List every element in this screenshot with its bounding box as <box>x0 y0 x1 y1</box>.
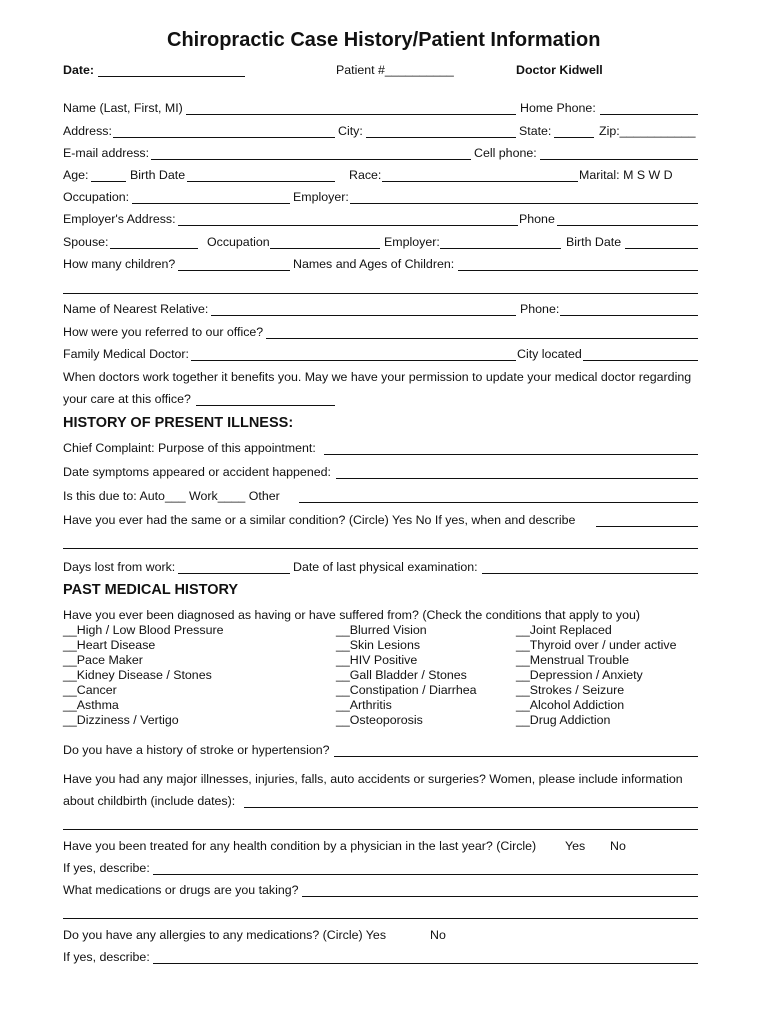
treated-no-option[interactable]: No <box>610 839 626 853</box>
cell-phone-line[interactable] <box>540 159 698 160</box>
family-doctor-line[interactable] <box>191 360 516 361</box>
pmh-heading: PAST MEDICAL HISTORY <box>63 582 239 598</box>
state-line[interactable] <box>554 137 594 138</box>
if-yes-describe-label: If yes, describe: <box>63 861 150 875</box>
spouse-birth-date-line[interactable] <box>625 248 698 249</box>
employer-phone-line[interactable] <box>557 225 698 226</box>
name-label: Name (Last, First, MI) <box>63 101 183 115</box>
referred-line[interactable] <box>266 338 698 339</box>
employer-phone-label: Phone <box>519 212 555 226</box>
condition-item[interactable]: __Cancer <box>63 683 117 697</box>
condition-item[interactable]: __Drug Addiction <box>516 713 611 727</box>
spouse-employer-line[interactable] <box>440 248 561 249</box>
marital-label[interactable]: Marital: M S W D <box>579 168 673 182</box>
date-label: Date: <box>63 63 94 77</box>
employer-label: Employer: <box>293 190 349 204</box>
relative-phone-line[interactable] <box>560 315 698 316</box>
stroke-line[interactable] <box>334 756 698 757</box>
zip-label: Zip:___________ <box>599 124 696 138</box>
birth-date-label: Birth Date <box>130 168 186 182</box>
permission-text-2: your care at this office? <box>63 392 191 406</box>
illnesses-text: Have you had any major illnesses, injuries, falls, auto accidents or surgeries? Women, please include information <box>63 772 683 786</box>
age-line[interactable] <box>91 181 126 182</box>
home-phone-line[interactable] <box>600 114 698 115</box>
condition-item[interactable]: __HIV Positive <box>336 653 418 667</box>
occupation-label: Occupation: <box>63 190 130 204</box>
condition-item[interactable]: __High / Low Blood Pressure <box>63 623 224 637</box>
spouse-birth-date-label: Birth Date <box>566 235 622 249</box>
condition-item[interactable]: __Thyroid over / under active <box>516 638 677 652</box>
children-names-line-2[interactable] <box>63 293 698 294</box>
last-physical-line[interactable] <box>482 573 698 574</box>
spouse-employer-label: Employer: <box>384 235 440 249</box>
permission-text: When doctors work together it benefits you. May we have your permission to update your medical doctor regarding <box>63 370 692 384</box>
condition-item[interactable]: __Heart Disease <box>63 638 156 652</box>
referred-label: How were you referred to our office? <box>63 325 264 339</box>
city-located-label: City located <box>517 347 582 361</box>
employer-line[interactable] <box>350 203 698 204</box>
condition-item[interactable]: __Joint Replaced <box>516 623 612 637</box>
condition-item[interactable]: __Gall Bladder / Stones <box>336 668 467 682</box>
medications-line[interactable] <box>302 896 698 897</box>
condition-item[interactable]: __Alcohol Addiction <box>516 698 625 712</box>
allergies-label[interactable]: Do you have any allergies to any medications? (Circle) Yes <box>63 928 387 942</box>
relative-phone-label: Phone: <box>520 302 560 316</box>
city-label: City: <box>338 124 363 138</box>
allergies-describe-line[interactable] <box>153 963 698 964</box>
state-label: State: <box>519 124 552 138</box>
doctor-name: Doctor Kidwell <box>516 63 603 77</box>
age-label: Age: <box>63 168 89 182</box>
same-condition-line-2[interactable] <box>63 548 698 549</box>
due-to-other-line[interactable] <box>299 502 698 503</box>
condition-item[interactable]: __Menstrual Trouble <box>516 653 629 667</box>
medications-label: What medications or drugs are you taking? <box>63 883 299 897</box>
employer-address-label: Employer's Address: <box>63 212 176 226</box>
date-symptoms-line[interactable] <box>336 478 698 479</box>
name-line[interactable] <box>186 114 516 115</box>
condition-item[interactable]: __Kidney Disease / Stones <box>63 668 212 682</box>
days-lost-line[interactable] <box>178 573 290 574</box>
condition-item[interactable]: __Constipation / Diarrhea <box>336 683 477 697</box>
cell-phone-label: Cell phone: <box>474 146 537 160</box>
employer-address-line[interactable] <box>178 225 518 226</box>
days-lost-label: Days lost from work: <box>63 560 176 574</box>
condition-item[interactable]: __Depression / Anxiety <box>516 668 643 682</box>
condition-item[interactable]: __Dizziness / Vertigo <box>63 713 179 727</box>
city-located-line[interactable] <box>583 360 698 361</box>
race-label: Race: <box>349 168 382 182</box>
birth-date-line[interactable] <box>187 181 335 182</box>
medications-line-2[interactable] <box>63 918 698 919</box>
date-line[interactable] <box>98 76 245 77</box>
family-doctor-label: Family Medical Doctor: <box>63 347 189 361</box>
illnesses-line-2[interactable] <box>63 829 698 830</box>
condition-item[interactable]: __Pace Maker <box>63 653 143 667</box>
chief-complaint-line[interactable] <box>324 454 698 455</box>
nearest-relative-label: Name of Nearest Relative: <box>63 302 209 316</box>
spouse-occupation-line[interactable] <box>270 248 380 249</box>
city-line[interactable] <box>366 137 516 138</box>
spouse-occupation-label: Occupation <box>207 235 270 249</box>
last-physical-label: Date of last physical examination: <box>293 560 478 574</box>
pmh-intro: Have you ever been diagnosed as having or have suffered from? (Check the conditions that apply to you) <box>63 608 640 622</box>
condition-item[interactable]: __Skin Lesions <box>336 638 421 652</box>
condition-item[interactable]: __Arthritis <box>336 698 392 712</box>
illnesses-line[interactable] <box>244 807 698 808</box>
children-line[interactable] <box>178 270 290 271</box>
nearest-relative-line[interactable] <box>211 315 516 316</box>
home-phone-label: Home Phone: <box>520 101 596 115</box>
race-line[interactable] <box>382 181 578 182</box>
hpi-heading: HISTORY OF PRESENT ILLNESS: <box>63 415 294 431</box>
illnesses-text-2: about childbirth (include dates): <box>63 794 236 808</box>
treated-label: Have you been treated for any health condition by a physician in the last year? (Circle) <box>63 839 537 853</box>
if-yes-describe-line[interactable] <box>153 874 698 875</box>
permission-line[interactable] <box>196 405 335 406</box>
condition-item[interactable]: __Strokes / Seizure <box>516 683 625 697</box>
address-line[interactable] <box>113 137 335 138</box>
email-label: E-mail address: <box>63 146 150 160</box>
spouse-line[interactable] <box>110 248 198 249</box>
stroke-label: Do you have a history of stroke or hypertension? <box>63 743 330 757</box>
children-names-label: Names and Ages of Children: <box>293 257 455 271</box>
same-condition-line[interactable] <box>596 526 698 527</box>
same-condition-label[interactable]: Have you ever had the same or a similar condition? (Circle) Yes No If yes, when and describe <box>63 513 576 527</box>
treated-yes-option[interactable]: Yes <box>565 839 586 853</box>
patient-number-label: Patient #__________ <box>336 63 454 77</box>
email-line[interactable] <box>151 159 471 160</box>
condition-item[interactable]: __Blurred Vision <box>336 623 427 637</box>
allergies-no-option[interactable]: No <box>430 928 446 942</box>
condition-item[interactable]: __Osteoporosis <box>336 713 423 727</box>
children-names-line[interactable] <box>458 270 698 271</box>
chief-complaint-label: Chief Complaint: Purpose of this appointment: <box>63 441 316 455</box>
occupation-line[interactable] <box>132 203 290 204</box>
children-label: How many children? <box>63 257 176 271</box>
address-label: Address: <box>63 124 112 138</box>
due-to-label[interactable]: Is this due to: Auto___ Work____ Other <box>63 489 280 503</box>
date-symptoms-label: Date symptoms appeared or accident happened: <box>63 465 331 479</box>
spouse-label: Spouse: <box>63 235 109 249</box>
condition-item[interactable]: __Asthma <box>63 698 119 712</box>
allergies-describe-label: If yes, describe: <box>63 950 150 964</box>
form-title: Chiropractic Case History/Patient Information <box>167 29 601 51</box>
